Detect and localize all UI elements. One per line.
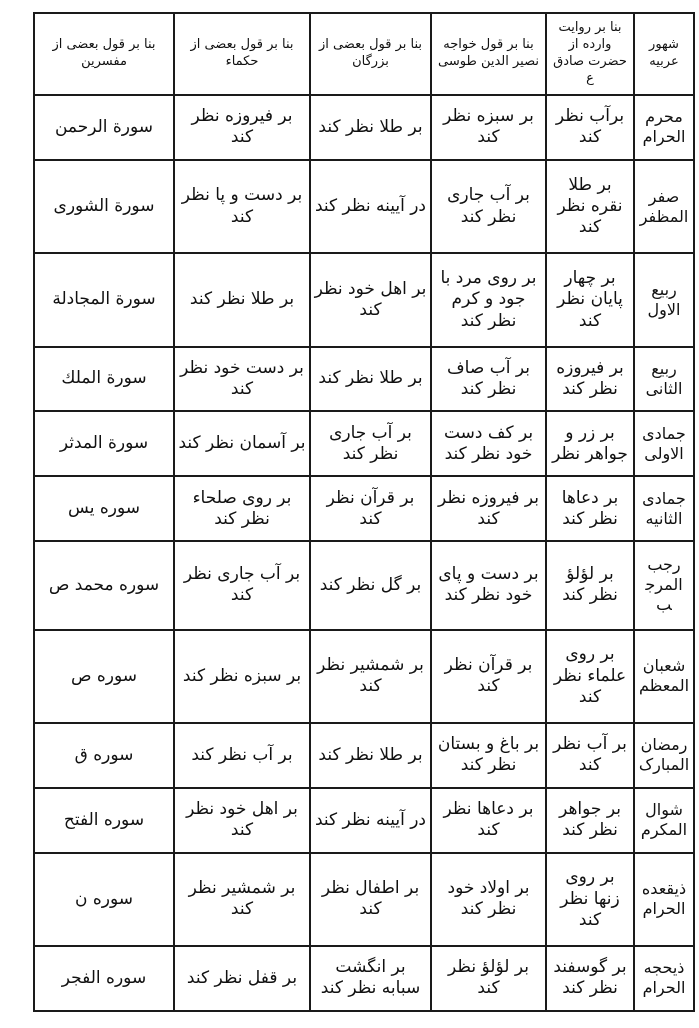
cell-sadiq: بر زر و جواهر نظر — [546, 411, 634, 476]
cell-tusi: بر آب جاری نظر کند — [431, 160, 546, 253]
cell-hukama: بر طلا نظر کند — [174, 253, 310, 346]
month-name: جمادی الاولی — [634, 411, 694, 476]
cell-hukama: بر شمشیر نظر کند — [174, 853, 310, 946]
table-row — [34, 541, 694, 629]
cell-sadiq: بر آب نظر کند — [546, 723, 634, 788]
cell-buzurgan: بر قرآن نظر کند — [310, 476, 431, 541]
cell-buzurgan: بر طلا نظر کند — [310, 347, 431, 412]
cell-hukama: بر قفل نظر کند — [174, 946, 310, 1011]
cell-tusi: بر کف دست خود نظر کند — [431, 411, 546, 476]
month-name: ذیحجه الحرام — [634, 946, 694, 1011]
header-mufassirin: بنا بر قول بعضی از مفسرین — [34, 13, 174, 95]
table-row — [34, 476, 694, 541]
cell-buzurgan: در آیینه نظر کند — [310, 160, 431, 253]
table-row — [34, 853, 694, 946]
cell-tusi: بر آب صاف نظر کند — [431, 347, 546, 412]
cell-hukama: بر آسمان نظر کند — [174, 411, 310, 476]
cell-tusi: بر دعاها نظر کند — [431, 788, 546, 853]
table-row — [34, 411, 694, 476]
cell-sadiq: بر دعاها نظر کند — [546, 476, 634, 541]
table-row — [34, 946, 694, 1011]
cell-sadiq: بر چهار پایان نظر کند — [546, 253, 634, 346]
month-name: ربیع الثانی — [634, 347, 694, 412]
header-tusi: بنا بر قول خواجه نصیر الدین طوسی — [431, 13, 546, 95]
cell-surah: سورة الشوری — [34, 160, 174, 253]
cell-tusi: بر باغ و بستان نظر کند — [431, 723, 546, 788]
cell-buzurgan: بر گل نظر کند — [310, 541, 431, 629]
cell-buzurgan: بر شمشیر نظر کند — [310, 630, 431, 723]
cell-sadiq: بر جواهر نظر کند — [546, 788, 634, 853]
cell-sadiq: بر گوسفند نظر کند — [546, 946, 634, 1011]
cell-buzurgan: در آیینه نظر کند — [310, 788, 431, 853]
table-row — [34, 253, 694, 346]
header-buzurgan: بنا بر قول بعضی از بزرگان — [310, 13, 431, 95]
header-hukama: بنا بر قول بعضی از حکماء — [174, 13, 310, 95]
cell-tusi: بر سبزه نظر کند — [431, 95, 546, 160]
cell-hukama: بر آب جاری نظر کند — [174, 541, 310, 629]
cell-hukama: بر دست خود نظر کند — [174, 347, 310, 412]
cell-surah: سوره الفجر — [34, 946, 174, 1011]
cell-buzurgan: بر آب جاری نظر کند — [310, 411, 431, 476]
month-name: جمادی الثانیه — [634, 476, 694, 541]
month-name: ربیع الاول — [634, 253, 694, 346]
cell-hukama: بر اهل خود نظر کند — [174, 788, 310, 853]
cell-hukama: بر روی صلحاء نظر کند — [174, 476, 310, 541]
cell-surah: سورة الرحمن — [34, 95, 174, 160]
cell-hukama: بر سبزه نظر کند — [174, 630, 310, 723]
cell-surah: سورة المجادلة — [34, 253, 174, 346]
cell-buzurgan: بر طلا نظر کند — [310, 723, 431, 788]
cell-surah: سوره ق — [34, 723, 174, 788]
cell-sadiq: بر لؤلؤ نظر کند — [546, 541, 634, 629]
table-row — [34, 723, 694, 788]
cell-surah: سورة الملك — [34, 347, 174, 412]
cell-surah: سوره یس — [34, 476, 174, 541]
cell-tusi: بر دست و پای خود نظر کند — [431, 541, 546, 629]
month-name: صفر المظفر — [634, 160, 694, 253]
cell-sadiq: بر طلا نقره نظر کند — [546, 160, 634, 253]
month-name: ذیقعده الحرام — [634, 853, 694, 946]
cell-buzurgan: بر اهل خود نظر کند — [310, 253, 431, 346]
month-observation-table — [33, 12, 695, 1012]
month-name: رمضان المبارک — [634, 723, 694, 788]
cell-sadiq: بر روی زنها نظر کند — [546, 853, 634, 946]
cell-tusi: بر روی مرد با جود و کرم نظر کند — [431, 253, 546, 346]
cell-hukama: بر دست و پا نظر کند — [174, 160, 310, 253]
month-name: رجب المرجب — [634, 541, 694, 629]
table-row — [34, 347, 694, 412]
cell-surah: سورة المدثر — [34, 411, 174, 476]
header-sadiq: بنا بر روایت وارده از حضرت صادق ع — [546, 13, 634, 95]
table-row — [34, 630, 694, 723]
cell-surah: سوره محمد ص — [34, 541, 174, 629]
table-row — [34, 788, 694, 853]
cell-sadiq: بر فیروزه نظر کند — [546, 347, 634, 412]
month-name: شعبان المعظم — [634, 630, 694, 723]
month-name: محرم الحرام — [634, 95, 694, 160]
cell-tusi: بر لؤلؤ نظر کند — [431, 946, 546, 1011]
header-row — [34, 13, 694, 95]
cell-tusi: بر فیروزه نظر کند — [431, 476, 546, 541]
cell-surah: سوره الفتح — [34, 788, 174, 853]
cell-tusi: بر قرآن نظر کند — [431, 630, 546, 723]
cell-surah: سوره ن — [34, 853, 174, 946]
cell-hukama: بر فیروزه نظر کند — [174, 95, 310, 160]
table-row — [34, 160, 694, 253]
cell-buzurgan: بر انگشت سبابه نظر کند — [310, 946, 431, 1011]
cell-buzurgan: بر طلا نظر کند — [310, 95, 431, 160]
header-months: شهور عربیه — [634, 13, 694, 95]
cell-surah: سوره ص — [34, 630, 174, 723]
cell-sadiq: بر روی علماء نظر کند — [546, 630, 634, 723]
cell-hukama: بر آب نظر کند — [174, 723, 310, 788]
month-name: شوال المکرم — [634, 788, 694, 853]
cell-buzurgan: بر اطفال نظر کند — [310, 853, 431, 946]
cell-tusi: بر اولاد خود نظر کند — [431, 853, 546, 946]
table-row — [34, 95, 694, 160]
cell-sadiq: برآب نظر کند — [546, 95, 634, 160]
